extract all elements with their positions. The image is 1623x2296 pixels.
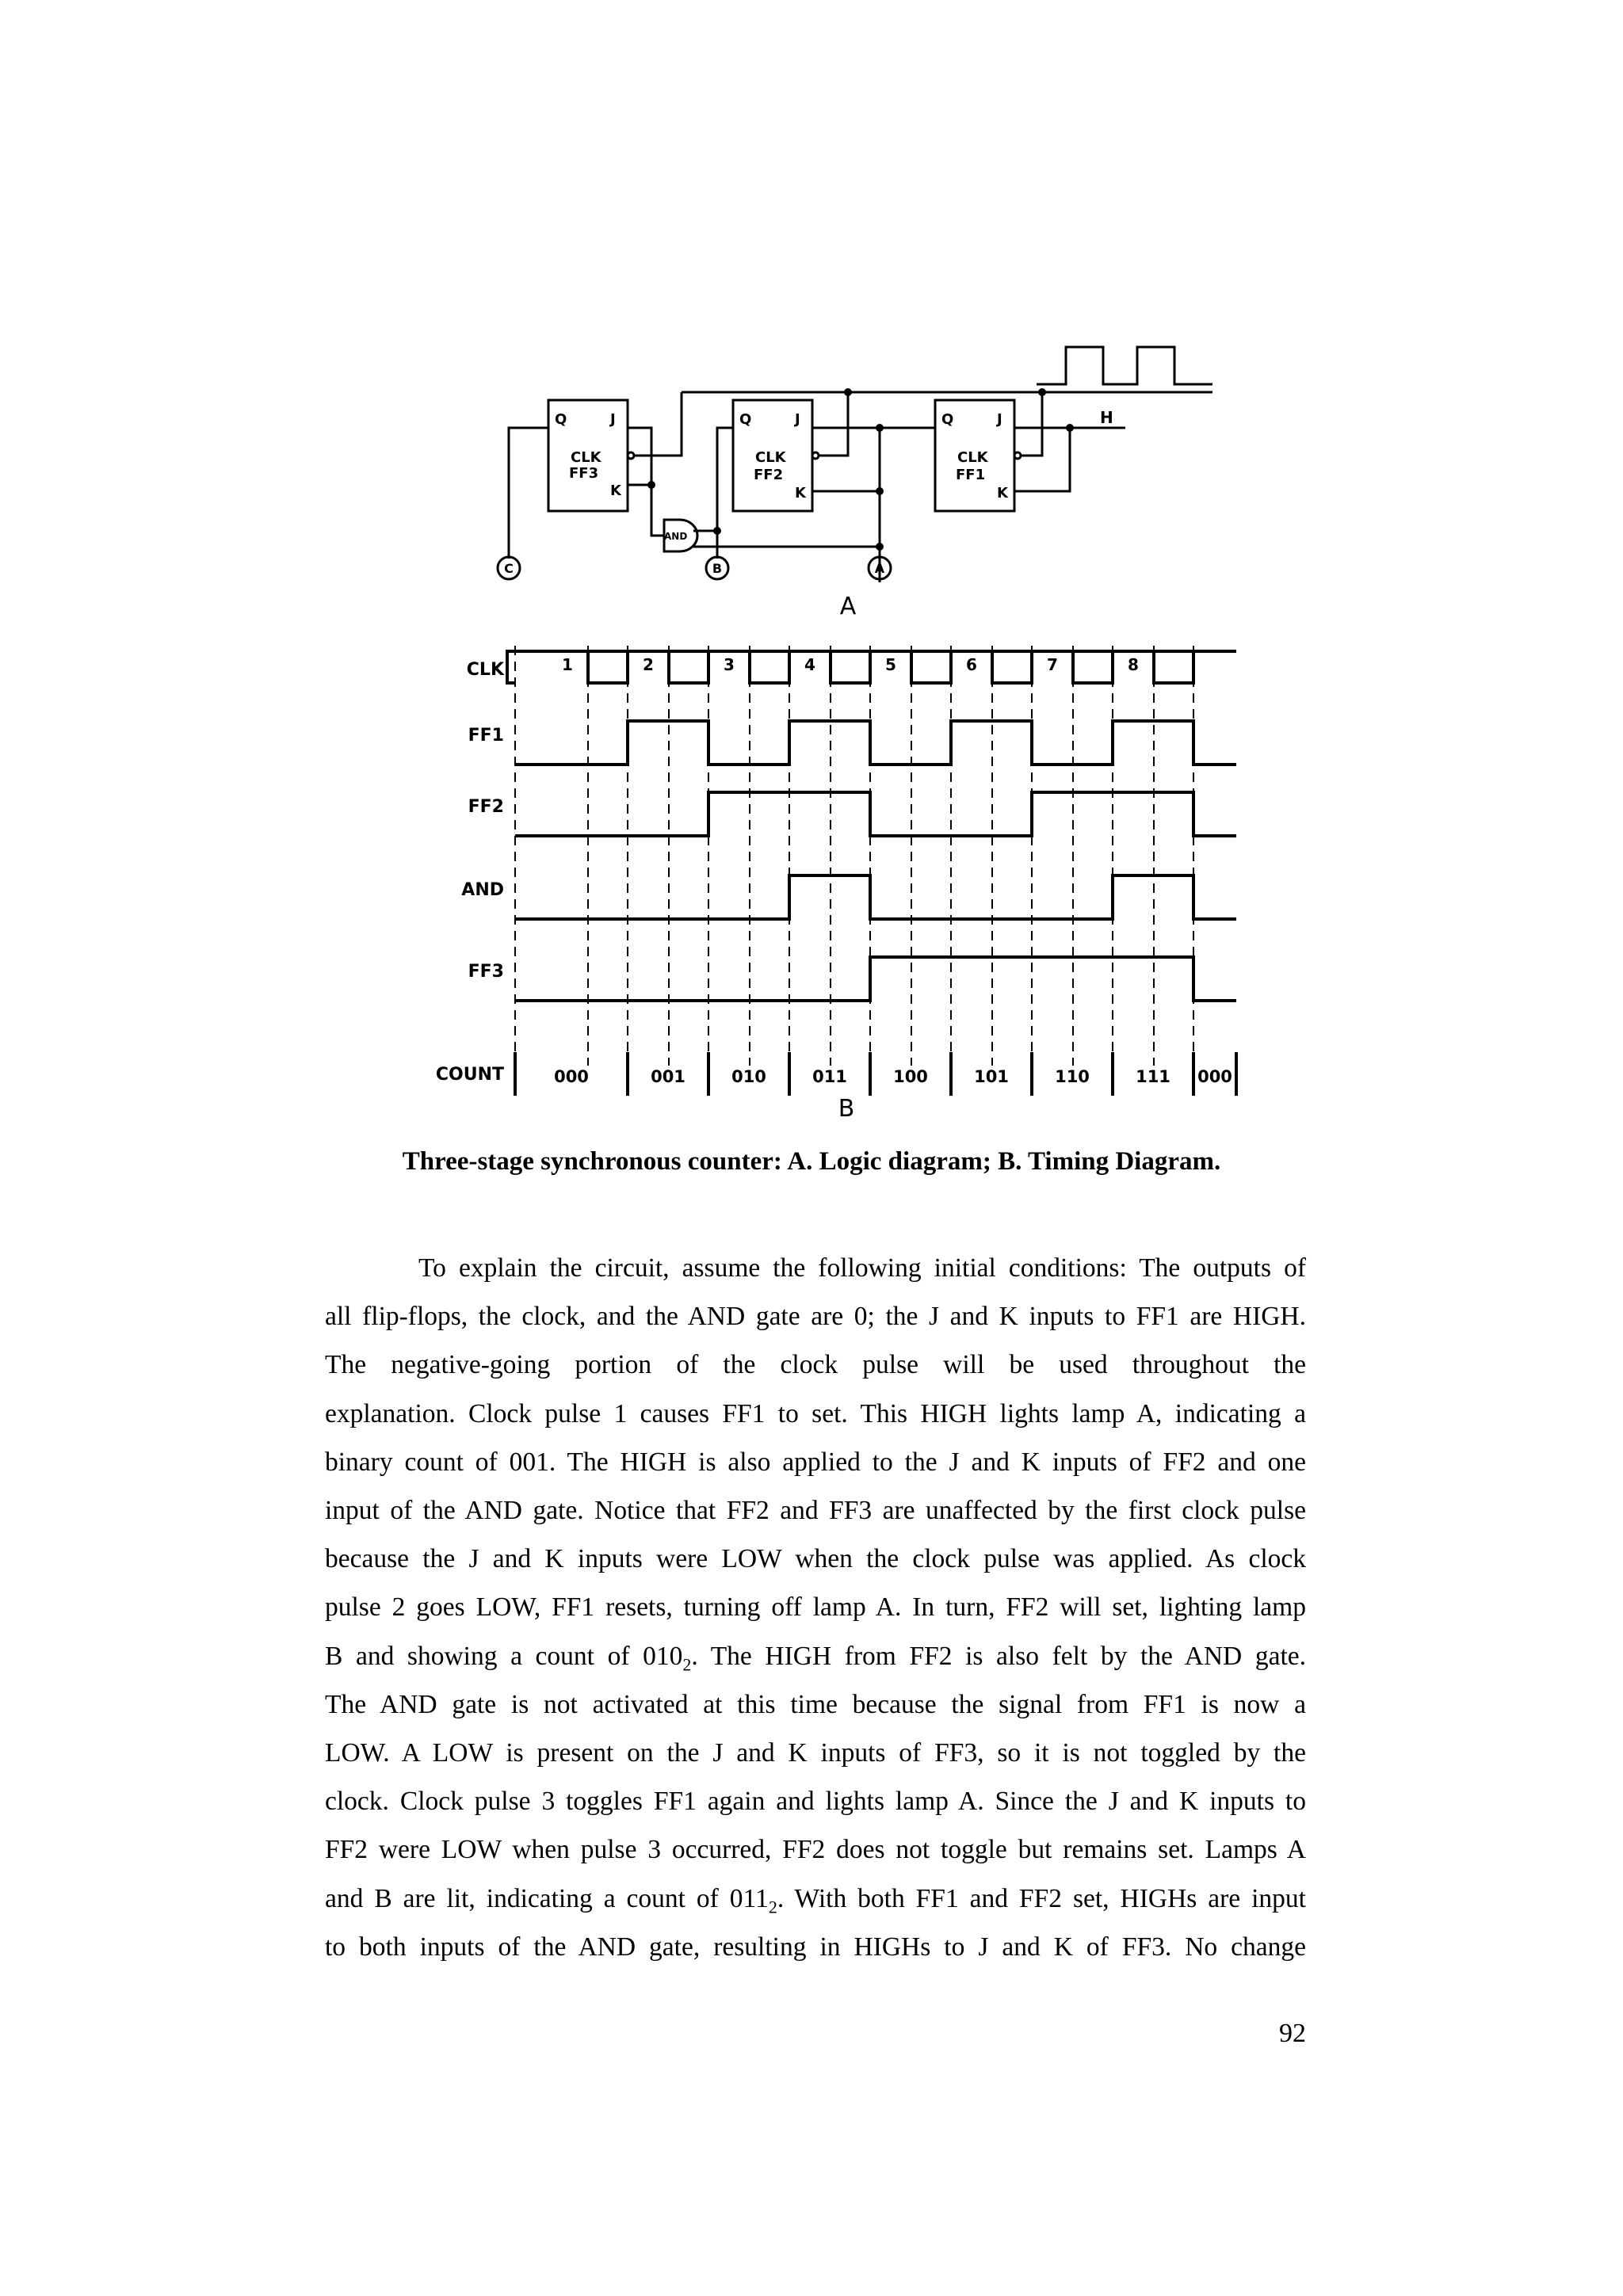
text-segment: . With both FF1 and FF2 set, HIGHs are input xyxy=(777,1883,1306,1913)
ff1-k-label: K xyxy=(997,485,1008,502)
signal-labels xyxy=(436,660,505,1085)
figure-svg xyxy=(0,0,1623,1125)
ff3-name-label: FF3 xyxy=(569,465,599,482)
waveforms xyxy=(507,651,1236,1001)
page-number: 92 xyxy=(1279,2019,1306,2048)
figure-caption: Three-stage synchronous counter: A. Logic diagram; B. Timing Diagram. xyxy=(402,1147,1221,1176)
text-line: clock. Clock pulse 3 toggles FF1 again and lights lamp A. Since the J and K inputs to xyxy=(325,1787,1306,1817)
ff1-clk-wire xyxy=(1021,392,1042,456)
text-line: FF2 were LOW when pulse 3 occurred, FF2 does not toggle but remains set. Lamps A xyxy=(325,1835,1306,1865)
text-line: The AND gate is not activated at this time because the signal from FF1 is now a xyxy=(325,1689,1306,1719)
signal-label-count: COUNT xyxy=(435,1065,504,1085)
count-value: 000 xyxy=(554,1067,589,1086)
clock-pulse-number: 4 xyxy=(804,655,815,674)
clock-pulse-number: 5 xyxy=(885,655,896,674)
ff3-j-label: J xyxy=(610,411,616,428)
clock-pulse-number: 3 xyxy=(724,655,735,674)
text-line: LOW. A LOW is present on the J and K inputs of FF3, so it is not toggled by the xyxy=(325,1738,1306,1768)
ff3-q-wire xyxy=(509,428,548,559)
signal-label-ff3: FF3 xyxy=(468,962,504,982)
text-line: The negative-going portion of the clock pulse will be used throughout the xyxy=(325,1350,1306,1380)
text-segment: and B are lit, indicating a count of 011 xyxy=(325,1883,769,1913)
text-line: input of the AND gate. Notice that FF2 and FF3 are unaffected by the first clock pulse xyxy=(325,1496,1306,1526)
count-value: 011 xyxy=(812,1067,847,1086)
count-value: 000 xyxy=(1197,1067,1232,1086)
ff2-q-label: Q xyxy=(739,411,752,428)
logic-labels xyxy=(504,408,1113,620)
ff3-k-label: K xyxy=(610,482,621,499)
text-line: explanation. Clock pulse 1 causes FF1 to set. This HIGH lights lamp A, indicating a xyxy=(325,1398,1306,1428)
logic-diagram xyxy=(498,347,1212,582)
text-line: because the J and K inputs were LOW when the clock pulse was applied. As clock xyxy=(325,1544,1306,1574)
count-value: 001 xyxy=(651,1067,685,1086)
count-row xyxy=(515,1052,1236,1096)
and-output-wire xyxy=(651,485,664,536)
high-label: H xyxy=(1100,408,1113,427)
text-line xyxy=(325,1632,1306,1680)
clock-input-waveform xyxy=(1037,347,1212,384)
lamp-c-label: C xyxy=(504,561,514,576)
ff3-clk-wire xyxy=(634,392,682,456)
count-value: 111 xyxy=(1136,1067,1170,1086)
ff2-waveform xyxy=(515,792,1236,836)
clock-pulse-numbers xyxy=(562,655,1139,674)
text-segment: . The HIGH from FF2 is also felt by the AND gate. xyxy=(691,1641,1306,1671)
text-line: to both inputs of the AND gate, resulting in HIGHs to J and K of FF3. No change xyxy=(325,1932,1306,1962)
panel-b-label: B xyxy=(838,1095,855,1123)
ff3-clk-label: CLK xyxy=(571,449,601,466)
count-value: 110 xyxy=(1055,1067,1090,1086)
time-marker-lines xyxy=(515,646,1193,1066)
clock-pulse-number: 8 xyxy=(1128,655,1139,674)
ff2-j-label: J xyxy=(795,411,800,428)
clk-waveform xyxy=(507,651,1236,683)
ff2-clk-bubble xyxy=(812,452,819,459)
text-line: binary count of 001. The HIGH is also applied to the J and K inputs of FF2 and one xyxy=(325,1447,1306,1477)
junction-dots xyxy=(647,388,1074,551)
ff3-clk-bubble xyxy=(628,452,634,459)
lamp-b-label: B xyxy=(712,561,723,576)
ff1-clk-label: CLK xyxy=(957,449,988,466)
ff1-j-label: J xyxy=(997,411,1002,428)
panel-a-label: A xyxy=(839,593,857,620)
and-gate-label: AND xyxy=(664,531,688,542)
count-value: 100 xyxy=(893,1067,928,1086)
ff1-name-label: FF1 xyxy=(956,467,986,483)
text-line: To explain the circuit, assume the following initial conditions: The outputs of xyxy=(418,1253,1306,1283)
lamp-a-label: A xyxy=(874,561,885,576)
ff2-clk-wire xyxy=(819,392,848,456)
text-segment: B and showing a count of 010 xyxy=(325,1641,683,1671)
subscript: 2 xyxy=(682,1654,692,1675)
signal-label-clk: CLK xyxy=(466,660,504,680)
ff1-clk-bubble xyxy=(1014,452,1021,459)
timing-diagram xyxy=(436,646,1236,1123)
ff3-waveform xyxy=(515,957,1236,1001)
subscript: 2 xyxy=(768,1897,777,1917)
ff3-q-label: Q xyxy=(555,411,567,428)
text-line: all flip-flops, the clock, and the AND gate are 0; the J and K inputs to FF1 are HIGH. xyxy=(325,1302,1306,1332)
clock-pulse-number: 7 xyxy=(1047,655,1058,674)
clock-pulse-number: 2 xyxy=(643,655,654,674)
ff1-waveform xyxy=(515,721,1236,765)
ff1-q-label: Q xyxy=(941,411,954,428)
ff2-name-label: FF2 xyxy=(754,467,784,483)
and-waveform xyxy=(515,875,1236,919)
count-value: 010 xyxy=(731,1067,766,1086)
ff2-clk-label: CLK xyxy=(755,449,786,466)
body-paragraph xyxy=(325,1244,1306,1971)
signal-label-and: AND xyxy=(461,880,504,900)
ff2-k-label: K xyxy=(795,485,806,502)
text-line xyxy=(325,1875,1306,1923)
clock-pulse-number: 6 xyxy=(966,655,977,674)
text-line: pulse 2 goes LOW, FF1 resets, turning off lamp A. In turn, FF2 will set, lighting lamp xyxy=(325,1592,1306,1623)
signal-label-ff1: FF1 xyxy=(468,726,504,746)
clock-pulse-number: 1 xyxy=(562,655,573,674)
figure xyxy=(0,0,1623,1125)
count-value: 101 xyxy=(974,1067,1009,1086)
signal-label-ff2: FF2 xyxy=(468,797,504,817)
